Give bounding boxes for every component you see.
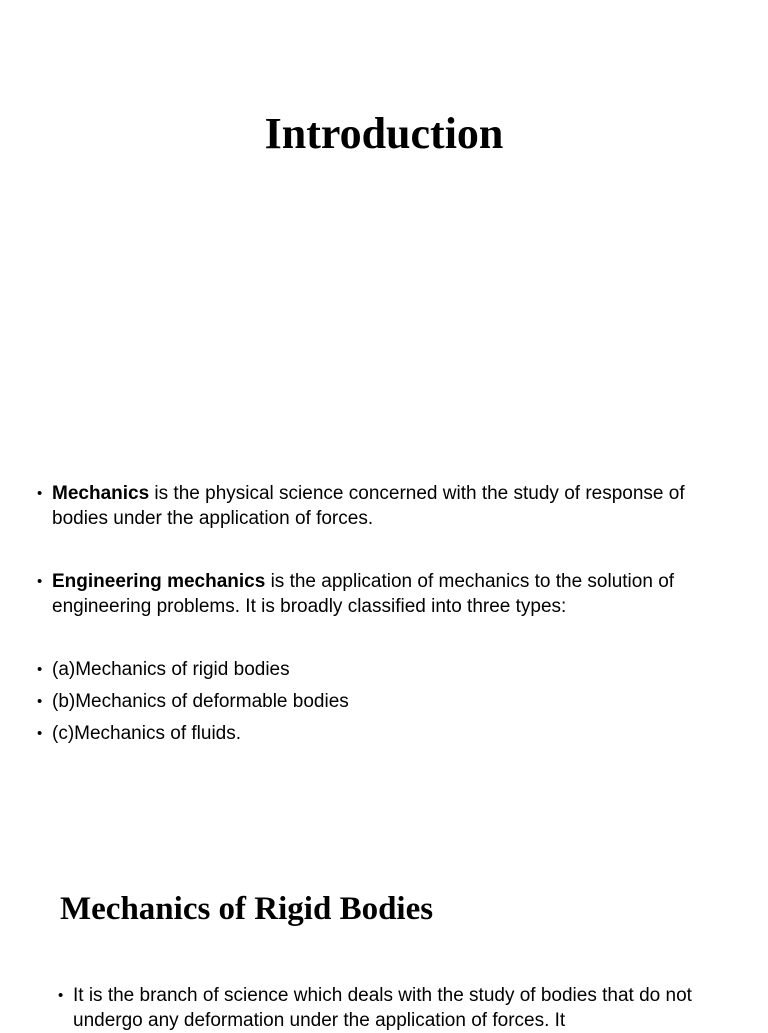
bullet-text: is the application of mechanics to the solution of engineering problems. It is broadly classified into three types: — [52, 571, 675, 617]
bullet-dot: • — [37, 725, 43, 742]
bullet-deformable-bodies — [37, 690, 712, 715]
bullet-text: It is the branch of science which deals with the study of bodies that do not undergo any deformation under the application of forces. It — [73, 985, 692, 1031]
term-engineering-mechanics: Engineering mechanics — [52, 571, 266, 592]
bullet-dot: • — [58, 987, 64, 1004]
bullet-dot: • — [37, 693, 43, 710]
bullet-text: (c)Mechanics of fluids. — [52, 723, 242, 744]
bullet-dot: • — [37, 661, 43, 678]
bullet-mechanics — [37, 482, 712, 531]
bullet-rigid-definition — [58, 984, 703, 1033]
slide-title: Introduction — [264, 109, 504, 158]
bullet-dot: • — [37, 573, 43, 590]
bullet-text: (b)Mechanics of deformable bodies — [52, 691, 349, 712]
bullet-fluids — [37, 722, 712, 747]
bullet-rigid-bodies — [37, 658, 712, 683]
bullet-text: is the physical science concerned with the study of response of bodies under the application of forces. — [52, 483, 685, 529]
bullet-dot: • — [37, 485, 43, 502]
section-title: Mechanics of Rigid Bodies — [60, 891, 434, 927]
bullet-engineering-mechanics — [37, 570, 712, 619]
bullet-text: (a)Mechanics of rigid bodies — [52, 659, 290, 680]
term-mechanics: Mechanics — [52, 483, 150, 504]
